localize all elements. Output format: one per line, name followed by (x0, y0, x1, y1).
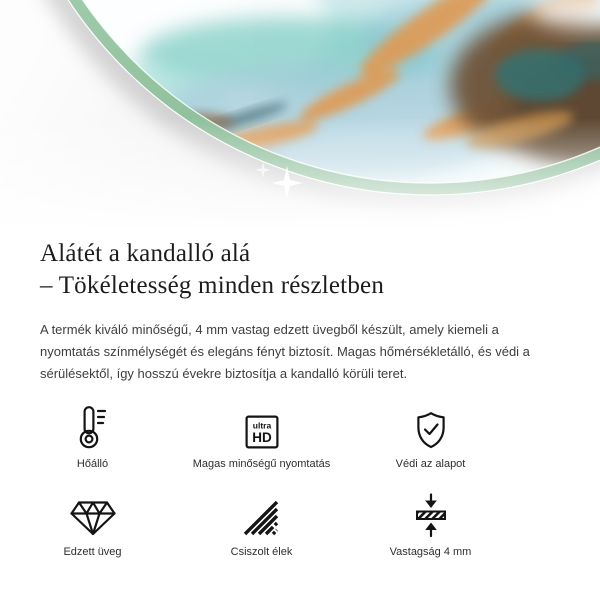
shield-check-icon (414, 403, 448, 449)
diamond-icon (69, 491, 117, 537)
feature-label: Csiszolt élek (230, 546, 293, 558)
feature-tempered-glass (8, 491, 177, 559)
photo-bottom-fade (0, 118, 600, 232)
thickness-arrows-icon (414, 491, 448, 537)
product-hero-image (0, 0, 600, 232)
feature-polished-edges (177, 491, 346, 559)
feature-label: Magas minőségű nyomtatás (192, 458, 331, 470)
feature-label: Hőálló (76, 458, 109, 470)
ultra-hd-badge-bottom: HD (251, 430, 272, 445)
features-grid (8, 403, 560, 559)
feature-thickness (346, 491, 515, 559)
product-description: A termék kiváló minőségű, 4 mm vastag edzett üvegből készült, amely kiemeli a nyomtatás színmélységét és elegáns fényt biztosít. Magas hőmérsékletálló, és védi a sérülésektől, így hosszú évekre biztosítja a kandalló körüli teret. (40, 322, 530, 381)
polished-edges-icon (242, 491, 282, 537)
feature-label: Vastagság 4 mm (389, 546, 472, 558)
page-title (40, 238, 560, 302)
product-info-section (0, 238, 600, 559)
ultra-hd-badge-top: ultra (252, 420, 271, 431)
feature-label: Védi az alapot (395, 458, 466, 470)
feature-label: Edzett üveg (63, 546, 122, 558)
glass-disc-image (0, 0, 600, 232)
feature-heat-resistant (8, 403, 177, 471)
page-title-line-2: – Tökéletesség minden részletben (40, 272, 385, 299)
page-title-line-1: Alátét a kandalló alá (40, 240, 251, 267)
feature-base-protection (346, 403, 515, 471)
thermometer-icon (78, 403, 108, 449)
ultra-hd-icon (245, 403, 279, 449)
feature-print-quality (177, 403, 346, 471)
